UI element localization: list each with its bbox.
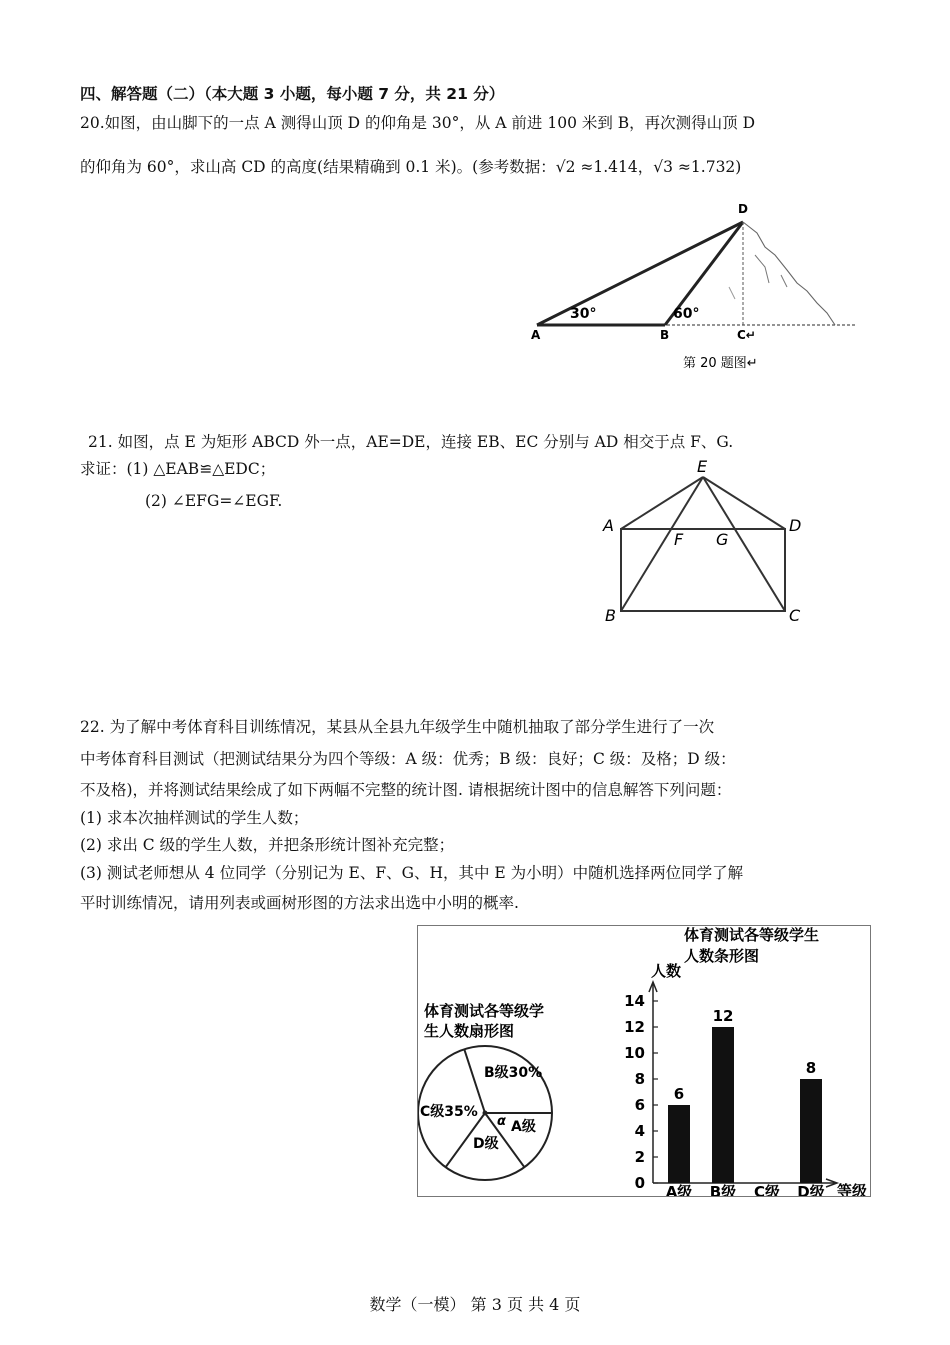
sqrt2-approx: ≈1.414， (575, 158, 654, 176)
bar-ytick-label: 14 (624, 992, 645, 1010)
bar-category-label: D级 (797, 1183, 825, 1196)
q22-charts (417, 925, 871, 1197)
label-C: C (789, 606, 801, 625)
q20-figure (525, 195, 865, 380)
label-A: A (603, 516, 614, 535)
bar-ytick-label: 2 (634, 1148, 645, 1166)
bar-title-line-1: 体育测试各等级学生 (684, 926, 820, 944)
mountain-hatch-2 (781, 275, 787, 287)
sqrt3-approx: ≈1.732) (673, 158, 742, 176)
q22-line-2: 中考体育科目测试（把测试结果分为四个等级：A 级：优秀；B 级：良好；C 级：及格；D 级： (80, 750, 736, 768)
label-G: G (716, 530, 729, 549)
section-title: 四、解答题（二）（本大题 3 小题，每小题 7 分，共 21 分） (80, 85, 505, 103)
q21-line-3: (2) ∠EFG=∠EGF. (145, 492, 283, 510)
line-AD (537, 222, 743, 325)
bar-value-label: 6 (673, 1085, 685, 1103)
label-B: B (660, 328, 670, 342)
bar-chart (624, 926, 867, 1196)
q20-line-2-text: 的仰角为 60°，求山高 CD 的高度(结果精确到 0.1 米)。(参考数据： (80, 158, 556, 176)
bar-ytick-label: 0 (634, 1174, 645, 1192)
bar-ytick-label: 4 (634, 1122, 645, 1140)
label-A: A (531, 328, 541, 342)
bar-category-label: A级 (665, 1183, 693, 1196)
q20-line-1: 20.如图，由山脚下的一点 A 测得山顶 D 的仰角是 30°，从 A 前进 100 米到 B，再次测得山顶 D (80, 114, 756, 132)
mountain-outline (743, 222, 835, 325)
bar-title-line-2: 人数条形图 (684, 947, 760, 965)
q22-line-1: 22. 为了解中考体育科目训练情况，某县从全县九年级学生中随机抽取了部分学生进行了一次 (80, 718, 715, 736)
angle-B-label: 60° (673, 306, 700, 322)
pie-label-D: D级 (473, 1136, 499, 1152)
bar-value-label: 8 (805, 1059, 817, 1077)
q20-line-2 (80, 157, 741, 177)
q21-line-1: 21. 如图，点 E 为矩形 ABCD 外一点，AE=DE，连接 EB、EC 分别与 AD 相交于点 F、G. (88, 433, 734, 451)
q21-line-2: 求证：(1) △EAB≌△EDC； (80, 460, 276, 478)
bar-D级 (800, 1079, 822, 1183)
pie-chart (418, 1002, 552, 1180)
pie-label-B: B级30% (484, 1065, 543, 1081)
label-E: E (697, 457, 708, 476)
bar-value-label: 12 (712, 1007, 734, 1025)
bar-ytick-label: 10 (624, 1044, 645, 1062)
segment-EA (621, 477, 703, 529)
bar-ylabel: 人数 (651, 962, 682, 980)
bar-A级 (668, 1105, 690, 1183)
bar-ytick-label: 12 (624, 1018, 645, 1036)
mountain-hatch-1 (755, 255, 769, 283)
pie-angle-alpha: α (497, 1114, 506, 1129)
q20-caption: 第 20 题图↵ (683, 356, 758, 371)
charts-svg (418, 926, 870, 1196)
q22-line-3: 不及格)，并将测试结果绘成了如下两幅不完整的统计图. 请根据统计图中的信息解答下列问题： (80, 781, 732, 799)
label-B: B (605, 606, 616, 625)
q22-line-7: 平时训练情况，请用列表或画树形图的方法求出选中小明的概率. (80, 894, 519, 912)
angle-A-label: 30° (570, 306, 597, 322)
q22-line-5: (2) 求出 C 级的学生人数，并把条形统计图补充完整； (80, 836, 455, 854)
bar-ytick-label: 6 (634, 1096, 645, 1114)
label-D: D (738, 202, 748, 216)
bar-ytick-label: 8 (634, 1070, 645, 1088)
pie-label-A: A级 (511, 1119, 536, 1135)
label-D: D (789, 516, 802, 535)
q22-line-4: (1) 求本次抽样测试的学生人数； (80, 809, 309, 827)
pie-label-C: C级35% (420, 1104, 478, 1120)
sqrt2-expr: √2 (555, 158, 576, 176)
pie-title-line-2: 生人数扇形图 (424, 1022, 515, 1040)
label-F: F (674, 530, 684, 549)
sqrt3-expr: √3 (653, 158, 673, 176)
bar-B级 (712, 1027, 734, 1183)
mountain-hatch-3 (729, 287, 735, 299)
segment-EB (621, 477, 703, 611)
pie-center (483, 1111, 488, 1116)
bar-category-label: C级 (753, 1183, 781, 1196)
segment-ED (703, 477, 785, 529)
pie-title-line-1: 体育测试各等级学 (424, 1002, 545, 1020)
q21-figure (595, 455, 820, 645)
bar-xlabel: 等级 (837, 1182, 868, 1196)
q22-line-6: (3) 测试老师想从 4 位同学（分别记为 E、F、G、H，其中 E 为小明）中随机选择两位同学了解 (80, 864, 744, 882)
label-C: C↵ (737, 328, 756, 342)
bar-category-label: B级 (709, 1183, 737, 1196)
page-footer: 数学（一模） 第 3 页 共 4 页 (369, 1295, 581, 1314)
